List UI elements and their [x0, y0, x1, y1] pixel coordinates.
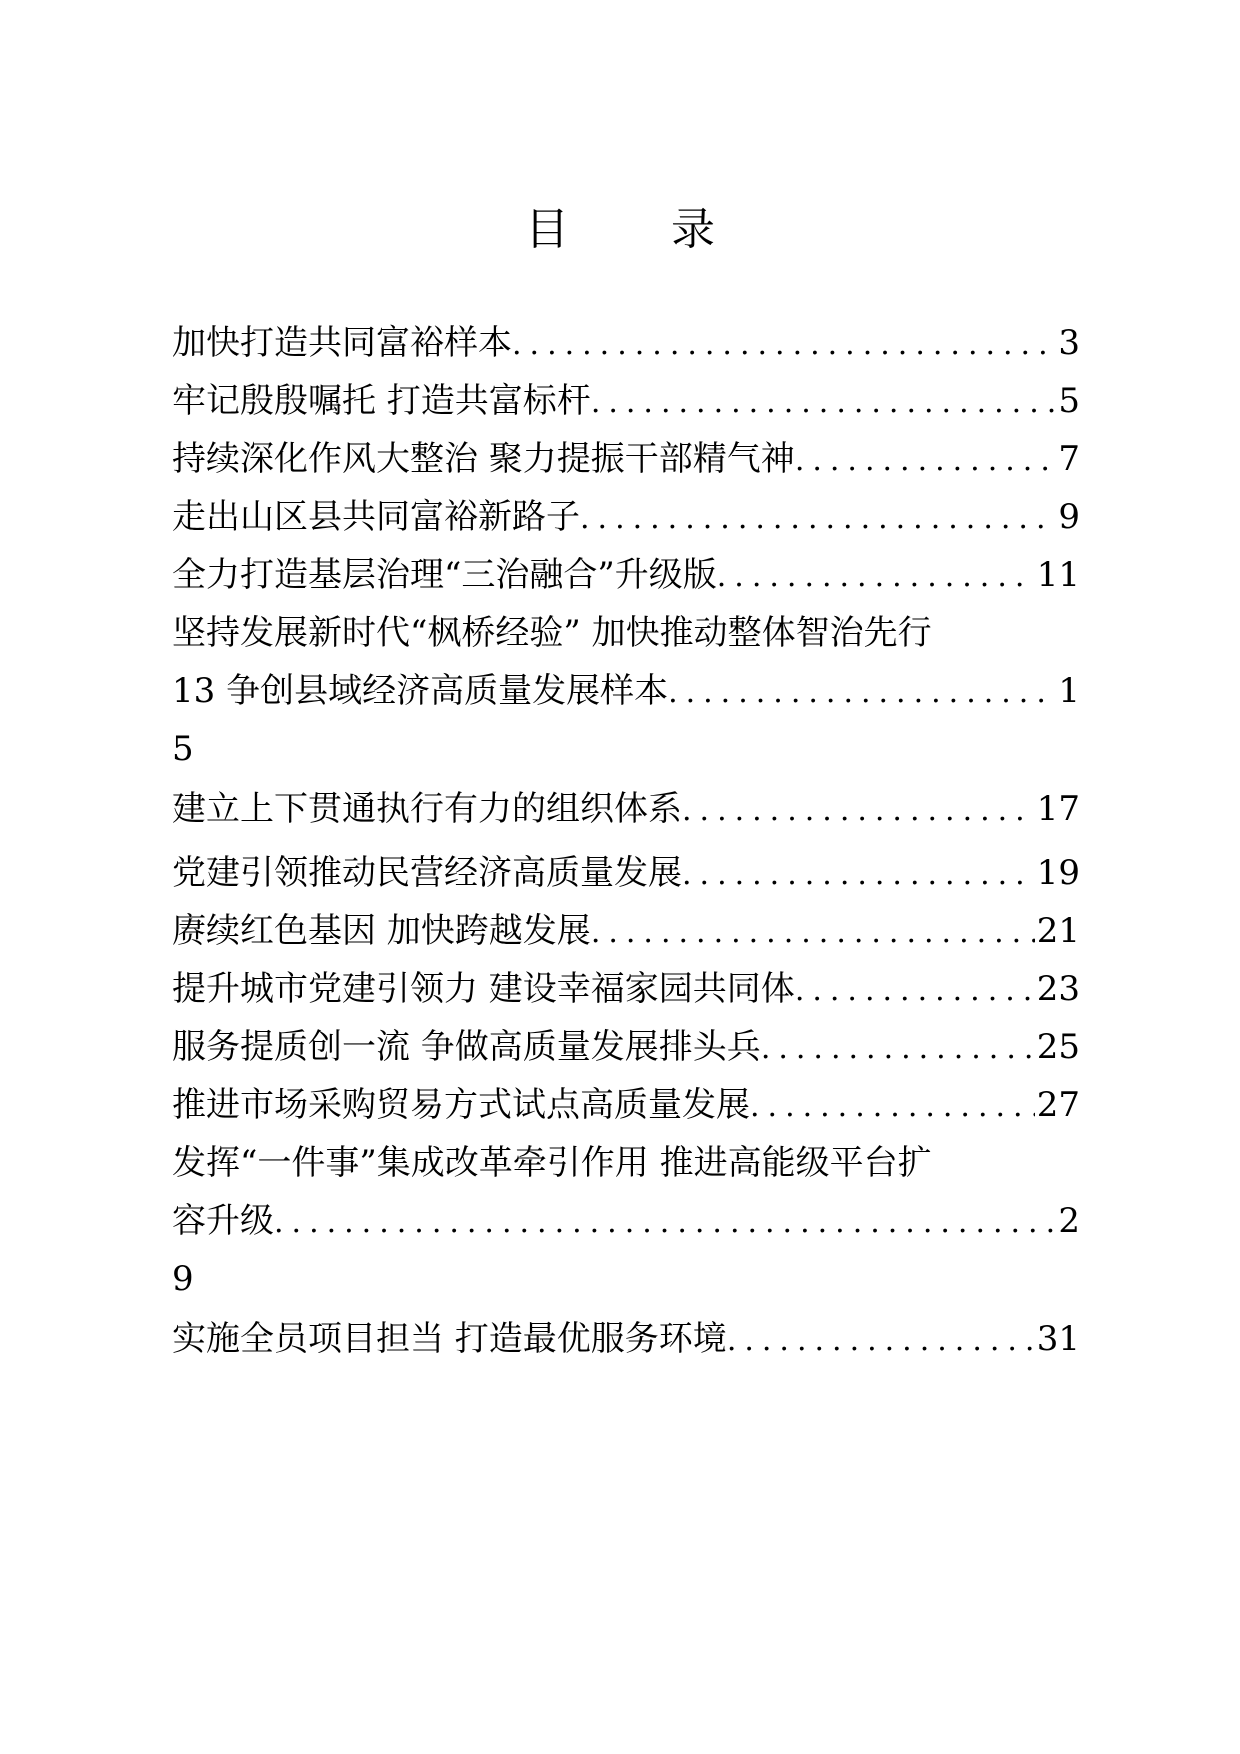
- toc-entry-continuation: [172, 720, 1080, 778]
- toc-leader-dots: [761, 1020, 1035, 1076]
- toc-entry[interactable]: [172, 1310, 1080, 1368]
- toc-entry[interactable]: [172, 1192, 1080, 1250]
- toc-entry[interactable]: [172, 780, 1080, 838]
- toc-entry[interactable]: [172, 662, 1080, 720]
- toc-leader-dots: [580, 490, 1056, 546]
- toc-entry-page: 2: [1058, 1201, 1080, 1241]
- toc-entry-page: 11: [1036, 555, 1080, 595]
- toc-entry-page: 21: [1036, 911, 1080, 951]
- toc-entry-page: 31: [1036, 1319, 1080, 1359]
- toc-entry[interactable]: [172, 314, 1080, 372]
- toc-entry-title: 服务提质创一流 争做高质量发展排头兵: [172, 1027, 761, 1067]
- toc-entry-page: 1: [1058, 671, 1080, 711]
- toc-entry-title: 容升级: [172, 1201, 274, 1241]
- toc-entry-page: 9: [1058, 497, 1080, 537]
- toc-entry-title: 提升城市党建引领力 建设幸福家园共同体: [172, 969, 795, 1009]
- toc-entry-title: 推进市场采购贸易方式试点高质量发展: [172, 1085, 750, 1125]
- toc-leader-dots: [682, 782, 1035, 838]
- toc-entry-page: 19: [1036, 853, 1080, 893]
- toc-leader-dots: [750, 1078, 1035, 1134]
- toc-entry-title: 坚持发展新时代“枫桥经验” 加快推动整体智治先行: [172, 613, 932, 653]
- toc-entry-page-wrap: 9: [172, 1259, 194, 1299]
- toc-entry-page-wrap: 5: [172, 729, 194, 769]
- toc-entry-continuation: [172, 1250, 1080, 1308]
- toc-entry-page: 17: [1036, 789, 1080, 829]
- toc-entry[interactable]: [172, 604, 1080, 662]
- toc-entry-title: 实施全员项目担当 打造最优服务环境: [172, 1319, 727, 1359]
- toc-entry-title: 全力打造基层治理“三治融合”升级版: [172, 555, 717, 595]
- toc-entry-page: 27: [1036, 1085, 1080, 1125]
- toc-entry-page: 3: [1058, 323, 1080, 363]
- toc-entry-title: 建立上下贯通执行有力的组织体系: [172, 789, 682, 829]
- toc-leader-dots: [682, 846, 1035, 902]
- toc-entry-title: 13 争创县域经济高质量发展样本: [172, 671, 669, 711]
- toc-leader-dots: [591, 904, 1035, 960]
- toc-entry-page: 23: [1036, 969, 1080, 1009]
- toc-leader-dots: [668, 664, 1056, 720]
- toc-entry[interactable]: [172, 960, 1080, 1018]
- toc-entry-page: 5: [1058, 381, 1080, 421]
- toc-entry[interactable]: [172, 902, 1080, 960]
- toc-leader-dots: [591, 374, 1057, 430]
- toc-leader-dots: [795, 962, 1035, 1018]
- toc-entry-page: 25: [1036, 1027, 1080, 1067]
- toc-entry[interactable]: [172, 372, 1080, 430]
- toc-entry-title: 党建引领推动民营经济高质量发展: [172, 853, 682, 893]
- toc-entry[interactable]: [172, 844, 1080, 902]
- toc-entry-title: 发挥“一件事”集成改革牵引作用 推进高能级平台扩: [172, 1143, 932, 1183]
- toc-entry-title: 赓续红色基因 加快跨越发展: [172, 911, 591, 951]
- toc-leader-dots: [717, 548, 1035, 604]
- toc-entry[interactable]: [172, 430, 1080, 488]
- toc-entry[interactable]: [172, 1076, 1080, 1134]
- toc-entry[interactable]: [172, 1018, 1080, 1076]
- toc-entry[interactable]: [172, 488, 1080, 546]
- toc-entry[interactable]: [172, 1134, 1080, 1192]
- toc-entry[interactable]: [172, 546, 1080, 604]
- toc-entry-title: 走出山区县共同富裕新路子: [172, 497, 580, 537]
- toc-leader-dots: [727, 1312, 1035, 1368]
- toc-leader-dots: [795, 432, 1057, 488]
- toc-title: 目 录: [525, 204, 759, 255]
- toc-entry-title: 牢记殷殷嘱托 打造共富标杆: [172, 381, 591, 421]
- toc-entry-title: 加快打造共同富裕样本: [172, 323, 512, 363]
- toc-leader-dots: [274, 1194, 1056, 1250]
- toc-leader-dots: [512, 316, 1056, 372]
- toc-entry-title: 持续深化作风大整治 聚力提振干部精气神: [172, 439, 795, 479]
- toc-entry-page: 7: [1058, 439, 1080, 479]
